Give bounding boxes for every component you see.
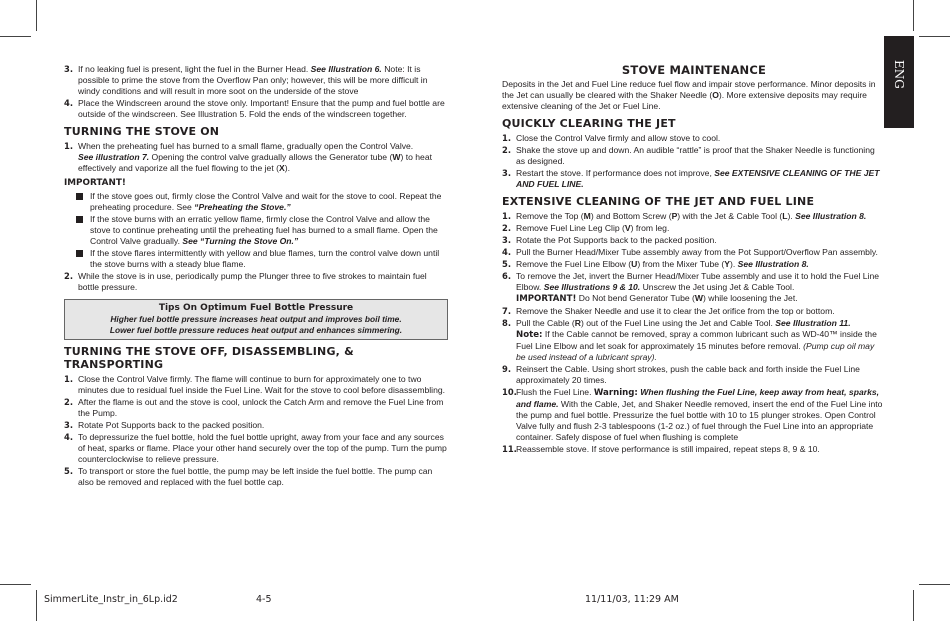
crop-mark bbox=[919, 36, 950, 37]
text-run: Unscrew the Jet using Jet & Cable Tool. bbox=[640, 282, 795, 292]
step-item bbox=[64, 271, 448, 293]
right-column bbox=[502, 64, 886, 456]
step-number: 1. bbox=[502, 211, 512, 221]
step-number: 4. bbox=[502, 247, 512, 257]
step-number: 9. bbox=[502, 364, 512, 374]
text-run: ) from leg. bbox=[630, 223, 670, 233]
crop-mark bbox=[0, 584, 31, 585]
turning-off-heading: TURNING THE STOVE OFF, DISASSEMBLING, & TRANSPORTING bbox=[64, 345, 354, 371]
text-run: Pull the Burner Head/Mixer Tube assembly away from the Pot Support/Overflow Pan assembly. bbox=[516, 247, 878, 257]
extensive-clean-heading: EXTENSIVE CLEANING OF THE JET AND FUEL LINE bbox=[502, 195, 815, 208]
step-item bbox=[64, 466, 448, 488]
step-item bbox=[502, 133, 886, 144]
crop-mark bbox=[919, 584, 950, 585]
text-run: ). bbox=[730, 259, 738, 269]
text-run: Pull the Cable ( bbox=[516, 318, 575, 328]
important-heading: IMPORTANT! bbox=[64, 178, 126, 188]
step-number: 3. bbox=[502, 235, 512, 245]
step-number: 7. bbox=[502, 306, 512, 316]
text-run: Remove Fuel Line Leg Clip ( bbox=[516, 223, 625, 233]
text-run: “Preheating the Stove.” bbox=[194, 202, 291, 212]
text-run: Warning: bbox=[593, 388, 638, 398]
text-run: M bbox=[583, 211, 591, 221]
text-run: Close the Control Valve firmly. The flame will continue to burn for approximately one to two minutes due to residual fuel inside the Fuel Line. Wait for the stove to cool before disassembling. bbox=[78, 374, 446, 395]
text-run: (Pump cup oil may be used instead of a lubricant spray). bbox=[516, 341, 875, 362]
text-run: If the stove goes out, firmly close the Control Valve and wait for the stove to cool. Repeat the preheating procedure. bbox=[90, 191, 442, 212]
step-number: 1. bbox=[64, 141, 74, 151]
step-number: 4. bbox=[64, 432, 74, 442]
text-run: Note: It is possible to prime the stove from the Overflow Pan only; however, this will be more difficult in windy conditions and will result in more soot on the underside of the stove bbox=[78, 64, 428, 96]
step-item bbox=[502, 211, 886, 222]
bullet-item bbox=[64, 191, 448, 213]
text-run: O bbox=[712, 90, 719, 100]
text-run: See Illustration 11. bbox=[775, 318, 851, 328]
text-run: When the preheating fuel has burned to a small flame, gradually open the Control Valve. bbox=[78, 141, 414, 151]
step-item bbox=[502, 145, 886, 167]
text-run: ) out of the Fuel Line using the Jet and Cable Tool. bbox=[580, 318, 776, 328]
intro-steps bbox=[64, 64, 448, 120]
text-run: ) with the Jet & Cable Tool ( bbox=[677, 211, 783, 221]
text-run: Y bbox=[724, 259, 730, 269]
text-run: L bbox=[782, 211, 788, 221]
footer-date: 11/11/03, 11:29 AM bbox=[585, 594, 679, 605]
step-item bbox=[64, 420, 448, 431]
text-run: . Fold the ends of the windscreen together. bbox=[244, 109, 407, 119]
text-run: ) and Bottom Screw ( bbox=[590, 211, 672, 221]
step-number: 2. bbox=[64, 271, 74, 281]
text-run: While the stove is in use, periodically pump the Plunger three to five strokes to maintain fuel bottle pressure. bbox=[78, 271, 427, 292]
maintenance-title: STOVE MAINTENANCE bbox=[621, 63, 767, 77]
text-run: See Illustration 8. bbox=[795, 211, 867, 221]
text-run: See Illustration 8. bbox=[737, 259, 809, 269]
step-number: 6. bbox=[502, 271, 512, 281]
square-bullet-icon bbox=[76, 216, 83, 223]
maintenance-intro bbox=[502, 79, 886, 112]
important-bullets bbox=[64, 191, 448, 270]
crop-mark bbox=[36, 0, 37, 31]
turning-off-steps bbox=[64, 374, 448, 488]
left-column bbox=[64, 64, 448, 489]
step-number: 10. bbox=[502, 387, 517, 397]
step-item bbox=[64, 98, 448, 120]
text-run: To transport or store the fuel bottle, the pump may be left inside the fuel bottle. The pump can also be removed and replaced with the fuel bottle cap. bbox=[78, 466, 433, 487]
language-tab-label: ENG bbox=[892, 60, 906, 89]
step-item bbox=[502, 271, 886, 305]
step-number: 5. bbox=[64, 466, 74, 476]
text-run: W bbox=[392, 152, 401, 162]
text-run: Remove the Shaker Needle and use it to clear the Jet orifice from the top or bottom. bbox=[516, 306, 835, 316]
quick-clear-heading: QUICKLY CLEARING THE JET bbox=[502, 117, 676, 130]
text-run: Shake the stove up and down. An audible “rattle” is proof that the Shaker Needle is functioning as designed. bbox=[516, 145, 875, 166]
text-run: See bbox=[176, 202, 195, 212]
text-run: If the Cable cannot be removed, spray a common lubricant such as WD-40™ inside the Fuel Line Elbow and let soak for approximately 15 minutes before removal. bbox=[516, 329, 877, 351]
text-run: Place the Windscreen around the stove only. Important! Ensure that the pump and fuel bottle are outside of the windscreen. bbox=[78, 98, 445, 119]
step-number: 2. bbox=[502, 223, 512, 233]
text-run: Remove the Fuel Line Elbow ( bbox=[516, 259, 632, 269]
turning-on-steps bbox=[64, 141, 448, 174]
square-bullet-icon bbox=[76, 193, 83, 200]
text-run: Opening the control valve gradually allows the Generator tube ( bbox=[149, 152, 393, 162]
text-run: Restart the stove. If performance does not improve, bbox=[516, 168, 715, 178]
text-run: ) from the Mixer Tube ( bbox=[637, 259, 725, 269]
tips-title: Tips On Optimum Fuel Bottle Pressure bbox=[158, 303, 354, 313]
turning-on-steps-cont bbox=[64, 271, 448, 293]
step-number: 3. bbox=[64, 420, 74, 430]
bullet-item bbox=[64, 214, 448, 247]
step-item bbox=[502, 364, 886, 386]
step-number: 5. bbox=[502, 259, 512, 269]
text-run: See Illustration 6. bbox=[310, 64, 382, 74]
text-run: P bbox=[671, 211, 678, 221]
text-run: With the Cable, Jet, and Shaker Needle removed, insert the end of the Fuel Line into the pump and fuel bottle. Pressurize the fuel bottle with 10 to 15 plunger strokes. Open Control Valve fully and flush 2-3 tablespoons (1-2 oz.) of fuel through the Fuel Line into an appropriate container. Safely dispose of fuel when flushing is complete bbox=[516, 399, 883, 442]
step-item bbox=[64, 64, 448, 97]
text-run: U bbox=[631, 259, 638, 269]
text-run: Flush the Fuel Line. bbox=[516, 387, 594, 397]
quick-clear-steps bbox=[502, 133, 886, 190]
footer-filename: SimmerLite_Instr_in_6Lp.id2 bbox=[44, 594, 178, 605]
text-run: V bbox=[624, 223, 631, 233]
text-run: To remove the Jet, invert the Burner Head/Mixer Tube assembly and use it to hold the Fuel Line Elbow. bbox=[516, 271, 880, 292]
text-run: After the flame is out and the stove is cool, unlock the Catch Arm and remove the Fuel Line from the Pump. bbox=[78, 397, 444, 418]
text-run: See Illustrations 9 & 10. bbox=[543, 282, 641, 292]
step-item bbox=[502, 318, 886, 363]
language-tab bbox=[884, 36, 914, 128]
crop-mark bbox=[36, 590, 37, 621]
step-number: 2. bbox=[502, 145, 512, 155]
step-number: 8. bbox=[502, 318, 512, 328]
text-run: If the stove flares intermittently with yellow and blue flames, turn the control valve down until the stove burns with a steady blue flame. bbox=[90, 248, 440, 269]
square-bullet-icon bbox=[76, 250, 83, 257]
step-number: 3. bbox=[64, 64, 74, 74]
step-number: 1. bbox=[502, 133, 512, 143]
step-item bbox=[64, 141, 448, 174]
text-run: Note: bbox=[516, 330, 543, 340]
tips-line: Higher fuel bottle pressure increases heat output and improves boil time. bbox=[110, 314, 402, 324]
text-run: W bbox=[694, 293, 704, 303]
text-run: ). More extensive deposits may require extensive cleaning of the Jet or Fuel Line. bbox=[502, 90, 867, 111]
text-run: See Illustration 5 bbox=[180, 109, 245, 119]
step-item bbox=[502, 387, 886, 443]
text-run: Reinsert the Cable. Using short strokes, push the cable back and forth inside the Fuel Line approximately 20 times. bbox=[516, 364, 860, 385]
text-run: When flushing the Fuel Line, keep away from heat, sparks, and flame. bbox=[516, 387, 880, 409]
text-run: If no leaking fuel is present, light the fuel in the Burner Head. bbox=[78, 64, 311, 74]
text-run: See “Turning the Stove On.” bbox=[182, 236, 299, 246]
extensive-clean-steps bbox=[502, 211, 886, 455]
text-run: Do Not bend Generator Tube ( bbox=[576, 293, 695, 303]
tips-box bbox=[64, 299, 448, 340]
crop-mark bbox=[913, 0, 914, 31]
text-run: Deposits in the Jet and Fuel Line reduce fuel flow and impair stove performance. Minor deposits in the Jet can usually be cleared with the Shaker Needle ( bbox=[502, 79, 876, 100]
text-run: To depressurize the fuel bottle, hold the fuel bottle upright, away from your face and any sources of heat, sparks or flame. Place your other hand securely over the top of the pump. Turn the pump counterclockwise to relieve pressure. bbox=[78, 432, 447, 464]
tips-line: Lower fuel bottle pressure reduces heat output and enhances simmering. bbox=[109, 325, 403, 335]
bullet-item bbox=[64, 248, 448, 270]
step-item bbox=[502, 168, 886, 190]
step-number: 11. bbox=[502, 444, 517, 454]
step-number: 1. bbox=[64, 374, 74, 384]
crop-mark bbox=[0, 36, 31, 37]
text-run: See EXTENSIVE CLEANING OF THE JET AND FUEL LINE. bbox=[516, 168, 880, 189]
step-number: 4. bbox=[64, 98, 74, 108]
step-item bbox=[502, 247, 886, 258]
text-run: ). bbox=[787, 211, 796, 221]
step-item bbox=[502, 235, 886, 246]
step-item bbox=[64, 432, 448, 465]
step-number: 3. bbox=[502, 168, 512, 178]
crop-mark bbox=[913, 590, 914, 621]
text-run: Reassemble stove. If stove performance is still impaired, repeat steps 8, 9 & 10. bbox=[516, 444, 820, 454]
text-run: ) while loosening the Jet. bbox=[703, 293, 798, 303]
step-item bbox=[502, 223, 886, 234]
text-run: If the stove burns with an erratic yellow flame, firmly close the Control Valve and allow the stove to continue preheating until the preheating fuel has burned to a small flame. Open the Control Valve gradually. bbox=[90, 214, 438, 246]
step-number: 2. bbox=[64, 397, 74, 407]
text-run: ) to heat effectively and vaporize all the fuel flowing to the jet ( bbox=[78, 152, 432, 173]
step-item bbox=[502, 259, 886, 270]
step-item bbox=[64, 397, 448, 419]
text-run: Close the Control Valve firmly and allow stove to cool. bbox=[516, 133, 721, 143]
text-run: R bbox=[574, 318, 581, 328]
text-run: See illustration 7. bbox=[78, 152, 150, 162]
step-item bbox=[502, 444, 886, 455]
step-item bbox=[502, 306, 886, 317]
text-run: IMPORTANT! bbox=[516, 294, 577, 304]
step-item bbox=[64, 374, 448, 396]
text-run: Remove the Top ( bbox=[516, 211, 584, 221]
text-run: X bbox=[278, 163, 285, 173]
text-run: Rotate the Pot Supports back to the packed position. bbox=[516, 235, 717, 245]
text-run: Rotate Pot Supports back to the packed position. bbox=[78, 420, 265, 430]
turning-on-heading: TURNING THE STOVE ON bbox=[64, 125, 220, 138]
footer-page: 4-5 bbox=[256, 594, 272, 605]
text-run: ). bbox=[284, 163, 290, 173]
